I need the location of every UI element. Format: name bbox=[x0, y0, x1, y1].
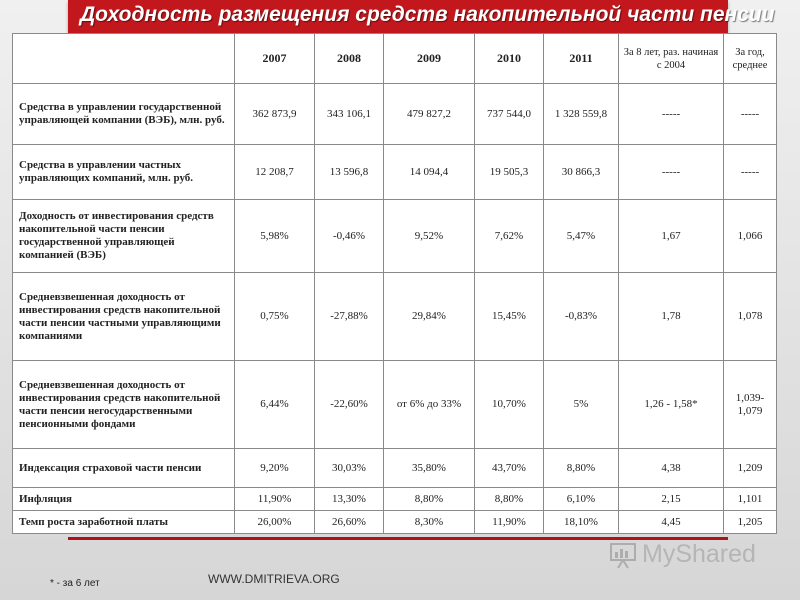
header-row bbox=[13, 34, 777, 84]
data-table bbox=[12, 33, 777, 534]
cell-value: 362 873,9 bbox=[235, 84, 315, 145]
cell-value: 1,26 - 1,58* bbox=[619, 361, 724, 449]
cell-value: 1,101 bbox=[724, 488, 777, 511]
cell-value: 1 328 559,8 bbox=[544, 84, 619, 145]
table-row bbox=[13, 273, 777, 361]
cell-value: 343 106,1 bbox=[315, 84, 384, 145]
cell-value: 13 596,8 bbox=[315, 145, 384, 200]
cell-value: 9,20% bbox=[235, 449, 315, 488]
table-row bbox=[13, 200, 777, 273]
watermark bbox=[606, 540, 776, 570]
cell-value: 12 208,7 bbox=[235, 145, 315, 200]
table-row bbox=[13, 361, 777, 449]
cell-value: 10,70% bbox=[475, 361, 544, 449]
cell-value: ----- bbox=[724, 84, 777, 145]
row-label: Инфляция bbox=[13, 488, 235, 511]
row-label: Средневзвешенная доходность от инвестирования средств накопительной части пенсии частными управляющими компаниями bbox=[13, 273, 235, 361]
cell-value: 0,75% bbox=[235, 273, 315, 361]
cell-value: 737 544,0 bbox=[475, 84, 544, 145]
cell-value: -0,83% bbox=[544, 273, 619, 361]
cell-value: 29,84% bbox=[384, 273, 475, 361]
cell-value: 1,205 bbox=[724, 511, 777, 534]
header-year: 2007 bbox=[235, 34, 315, 84]
cell-value: ----- bbox=[619, 84, 724, 145]
cell-value: 13,30% bbox=[315, 488, 384, 511]
header-empty-cell bbox=[13, 34, 235, 84]
cell-value: 1,78 bbox=[619, 273, 724, 361]
cell-value: 8,80% bbox=[544, 449, 619, 488]
cell-value: 30,03% bbox=[315, 449, 384, 488]
cell-value: 479 827,2 bbox=[384, 84, 475, 145]
cell-value: -27,88% bbox=[315, 273, 384, 361]
cell-value: 11,90% bbox=[475, 511, 544, 534]
presentation-board-icon bbox=[608, 540, 638, 570]
header-annual-average: За год, среднее bbox=[724, 34, 777, 84]
cell-value: 7,62% bbox=[475, 200, 544, 273]
cell-value: 14 094,4 bbox=[384, 145, 475, 200]
page-title: Доходность размещения средств накопительной части пенсии bbox=[80, 3, 775, 26]
row-label: Средства в управлении государственной управляющей компании (ВЭБ), млн. руб. bbox=[13, 84, 235, 145]
cell-value: 18,10% bbox=[544, 511, 619, 534]
cell-value: 2,15 bbox=[619, 488, 724, 511]
cell-value: 8,80% bbox=[384, 488, 475, 511]
cell-value: 11,90% bbox=[235, 488, 315, 511]
website-link[interactable]: WWW.DMITRIEVA.ORG bbox=[208, 572, 340, 586]
cell-value: 6,10% bbox=[544, 488, 619, 511]
cell-value: 9,52% bbox=[384, 200, 475, 273]
cell-value: 8,30% bbox=[384, 511, 475, 534]
cell-value: -22,60% bbox=[315, 361, 384, 449]
row-label: Средства в управлении частных управляющих компаний, млн. руб. bbox=[13, 145, 235, 200]
cell-value: 8,80% bbox=[475, 488, 544, 511]
cell-value: 30 866,3 bbox=[544, 145, 619, 200]
header-year: 2008 bbox=[315, 34, 384, 84]
table-row bbox=[13, 84, 777, 145]
header-8-years: За 8 лет, раз. начиная с 2004 bbox=[619, 34, 724, 84]
row-label: Средневзвешенная доходность от инвестирования средств накопительной части пенсии негосударственными пенсионными фондами bbox=[13, 361, 235, 449]
cell-value: ----- bbox=[619, 145, 724, 200]
row-label: Индексация страховой части пенсии bbox=[13, 449, 235, 488]
cell-value: 4,45 bbox=[619, 511, 724, 534]
header-year: 2010 bbox=[475, 34, 544, 84]
cell-value: 26,00% bbox=[235, 511, 315, 534]
cell-value: 1,039-1,079 bbox=[724, 361, 777, 449]
row-label: Доходность от инвестирования средств накопительной части пенсии государственной управляющей компанией (ВЭБ) bbox=[13, 200, 235, 273]
cell-value: 26,60% bbox=[315, 511, 384, 534]
cell-value: 4,38 bbox=[619, 449, 724, 488]
cell-value: 1,67 bbox=[619, 200, 724, 273]
cell-value: 43,70% bbox=[475, 449, 544, 488]
header-year: 2011 bbox=[544, 34, 619, 84]
cell-value: 1,066 bbox=[724, 200, 777, 273]
table-row bbox=[13, 145, 777, 200]
cell-value: 5,47% bbox=[544, 200, 619, 273]
cell-value: 19 505,3 bbox=[475, 145, 544, 200]
table-row bbox=[13, 511, 777, 534]
row-label: Темп роста заработной платы bbox=[13, 511, 235, 534]
table-row bbox=[13, 488, 777, 511]
cell-value: 1,209 bbox=[724, 449, 777, 488]
cell-value: 5% bbox=[544, 361, 619, 449]
footnote: * - за 6 лет bbox=[50, 578, 100, 589]
table-row bbox=[13, 449, 777, 488]
cell-value: 5,98% bbox=[235, 200, 315, 273]
cell-value: 1,078 bbox=[724, 273, 777, 361]
cell-value: -0,46% bbox=[315, 200, 384, 273]
cell-value: 35,80% bbox=[384, 449, 475, 488]
watermark-text: MyShared bbox=[642, 540, 756, 568]
cell-value: от 6% до 33% bbox=[384, 361, 475, 449]
cell-value: ----- bbox=[724, 145, 777, 200]
header-year: 2009 bbox=[384, 34, 475, 84]
title-bar bbox=[68, 0, 775, 33]
cell-value: 6,44% bbox=[235, 361, 315, 449]
cell-value: 15,45% bbox=[475, 273, 544, 361]
